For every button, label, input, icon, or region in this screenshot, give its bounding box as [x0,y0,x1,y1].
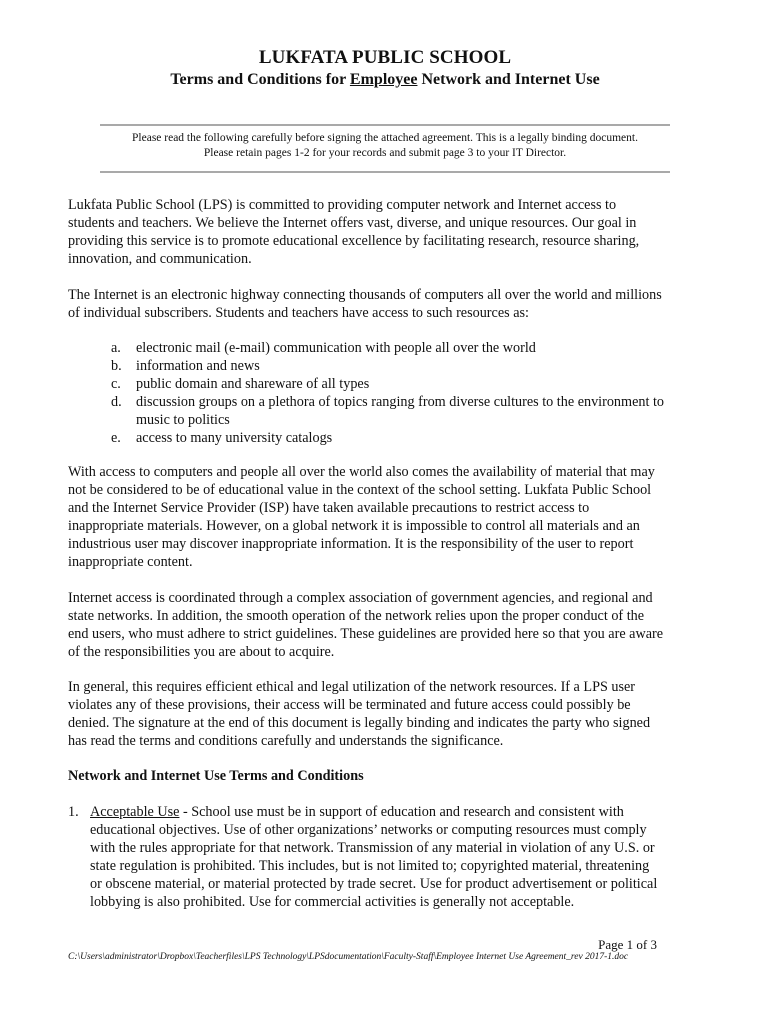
paragraph-line: of the responsibilities you are about to acquire. [68,644,335,660]
paragraph-line: In general, this requires efficient ethical and legal utilization of the network resources. If a LPS user [68,679,636,695]
list-item [111,357,711,375]
paragraph-line: state networks. In addition, the smooth operation of the network relies upon the proper conduct of the [68,608,645,624]
paragraph-line: Internet access is coordinated through a complex association of government agencies, and regional and [68,590,653,606]
list-marker: b. [111,358,122,374]
list-item [111,375,711,393]
subtitle-text-after: Network and Internet Use [417,71,600,88]
list-item-text: discussion groups on a plethora of topics ranging from diverse cultures to the environment to [136,394,664,410]
general-paragraph [68,678,708,750]
terms-item-line: or obscene material, or material protected by trade secret. Use for product advertisement or political [90,876,658,892]
list-item-text: access to many university catalogs [136,430,333,446]
paragraph-line: providing this service is to promote educational excellence by facilitating research, resource sharing, [68,233,640,249]
list-marker: e. [111,430,121,446]
terms-item-text [90,803,720,911]
notice-box [80,131,690,161]
list-item-text: information and news [136,358,260,374]
paragraph-line: violates any of these provisions, their access will be terminated and future access could possibly be [68,697,631,713]
paragraph-line: of individual subscribers. Students and teachers have access to such resources as: [68,305,529,321]
paragraph-line: Lukfata Public School (LPS) is committed to providing computer network and Internet access to [68,197,617,213]
paragraph-line: inappropriate content. [68,554,193,570]
notice-bottom-divider [100,171,670,173]
page-number: Page 1 of 3 [598,937,657,952]
list-item-text: public domain and shareware of all types [136,376,370,392]
notice-line: Please retain pages 1-2 for your records and submit page 3 to your IT Director. [203,147,567,159]
paragraph-line: students and teachers. We believe the Internet offers vast, diverse, and unique resources. Our goal in [68,215,637,231]
paragraph-line: industrious user may discover inappropriate information. It is the responsibility of the user to report [68,536,634,552]
footer-file-path: C:\Users\administrator\Dropbox\Teacherfiles\LPS Technology\LPSdocumentation\Faculty-Staff\Employee Internet Use Agreement_rev 2017-1.doc [68,952,629,962]
intro-paragraph [68,196,708,268]
terms-item-line: lobbying is also prohibited. Use for commercial activities is generally not acceptable. [90,894,575,910]
terms-item-first-line [90,803,720,821]
resource-list [111,339,711,447]
paragraph-line: end users, who must adhere to strict guidelines. These guidelines are provided here so that you are aware [68,626,664,642]
notice-line: Please read the following carefully before signing the attached agreement. This is a legally binding document. [132,132,638,144]
terms-item-line: state regulation is prohibited. This includes, but is not limited to; copyrighted material, threatening [90,858,650,874]
page-subtitle [0,71,770,89]
paragraph-line: The Internet is an electronic highway connecting thousands of computers all over the world and millions [68,287,662,303]
terms-item-line: educational objectives. Use of other organizations’ networks or computing resources must comply [90,822,647,838]
subtitle-underlined-word: Employee [349,71,418,88]
terms-item-title: Acceptable Use [90,804,180,820]
paragraph-line: has read the terms and conditions carefully and understands the significance. [68,733,504,749]
subtitle-text-before: Terms and Conditions for [170,71,350,88]
terms-item-number: 1. [68,804,79,820]
list-item-text: music to politics [136,412,230,428]
paragraph-line: not be considered to be of educational value in the context of the school setting. Lukfata Public School [68,482,652,498]
list-marker: d. [111,394,122,410]
list-marker: c. [111,376,121,392]
page-title: LUKFATA PUBLIC SCHOOL [258,47,512,68]
terms-item-line: with the rules appropriate for that network. Transmission of any material in violation of any U.S. or [90,840,655,856]
list-item [111,339,711,357]
list-marker: a. [111,340,121,356]
paragraph-line: innovation, and communication. [68,251,252,267]
list-item [111,393,711,429]
content-warning-paragraph [68,463,708,571]
list-item [111,429,711,447]
terms-item-first-line-rest: - School use must be in support of education and research and consistent with [179,804,624,820]
coordination-paragraph [68,589,708,661]
internet-paragraph [68,286,708,322]
paragraph-line: With access to computers and people all over the world also comes the availability of material that may [68,464,655,480]
notice-top-divider [100,124,670,126]
section-heading: Network and Internet Use Terms and Conditions [68,768,364,784]
paragraph-line: and the Internet Service Provider (ISP) have taken available precautions to restrict access to [68,500,590,516]
list-item-text: electronic mail (e-mail) communication with people all over the world [136,340,536,356]
paragraph-line: inappropriate materials. However, on a global network it is impossible to control all materials and an [68,518,640,534]
paragraph-line: denied. The signature at the end of this document is legally binding and indicates the party who signed [68,715,651,731]
